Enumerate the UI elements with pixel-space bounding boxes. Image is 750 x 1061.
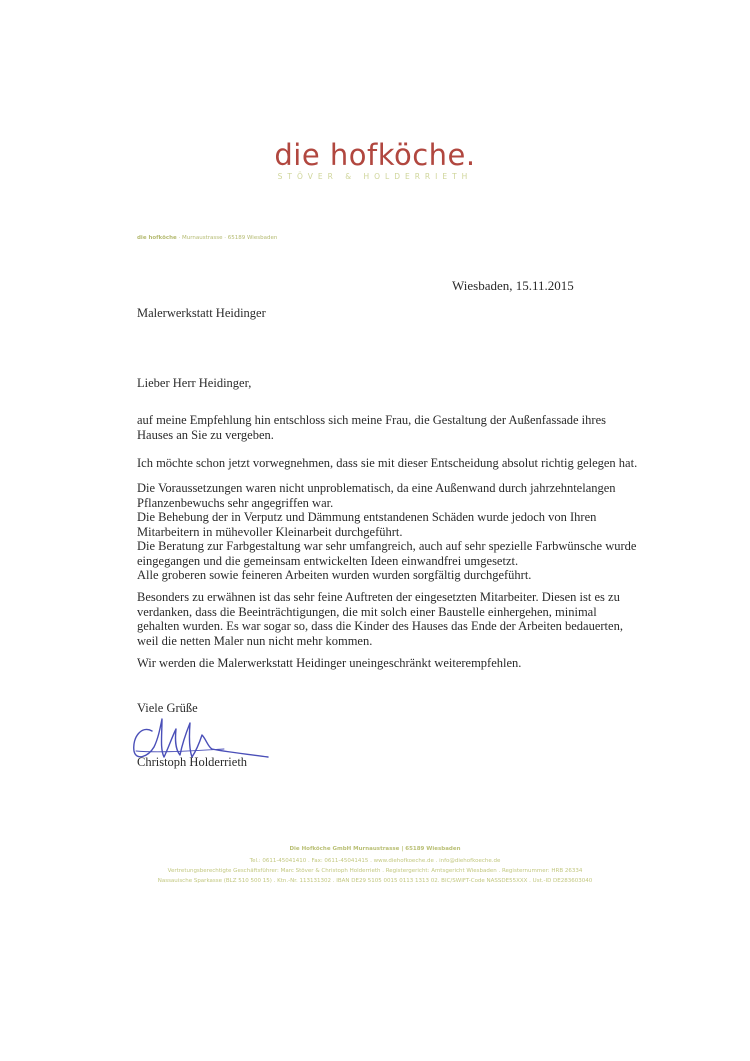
text-line: Wir werden die Malerwerkstatt Heidinger uneingeschränkt weiterempfehlen. bbox=[137, 656, 522, 670]
text-line: verdanken, dass die Beeinträchtigungen, die mit solch einer Baustelle einhergehen, minimal bbox=[137, 604, 597, 619]
body-paragraph-1 bbox=[137, 413, 637, 442]
recipient: Malerwerkstatt Heidinger bbox=[137, 306, 266, 320]
footer-contact-line: Tel.: 0611-45041410 . Fax: 0611-45041415 . www.diehofkoeche.de . info@diehofkoeche.de bbox=[249, 858, 501, 864]
body-paragraph-5 bbox=[137, 656, 637, 671]
text-line: Mitarbeitern in mühevoller Kleinarbeit durchgeführt. bbox=[137, 524, 403, 539]
text-line: Pflanzenbewuchs sehr angegriffen war. bbox=[137, 495, 334, 510]
footer-registry-line: Vertretungsberechtigte Geschäftsführer: Marc Stöver & Christoph Holderrieth . Registergericht: Amtsgericht Wiesbaden . Registernummer: HRB 26334 bbox=[167, 868, 583, 874]
sender-address: · Murnaustrasse · 65189 Wiesbaden bbox=[178, 235, 278, 241]
salutation: Lieber Herr Heidinger, bbox=[137, 376, 252, 390]
body-paragraph-2 bbox=[137, 456, 637, 471]
text-line: Die Beratung zur Farbgestaltung war sehr umfangreich, auch auf sehr spezielle Farbwünsche wurde bbox=[137, 539, 637, 553]
text-line: Hauses an Sie zu vergeben. bbox=[137, 427, 274, 442]
text-line: Besonders zu erwähnen ist das sehr feine Auftreten der eingesetzten Mitarbeiter. Diesen ist es zu bbox=[137, 590, 620, 604]
text-line: weil die netten Maler nun nicht mehr kommen. bbox=[137, 633, 373, 648]
body-paragraph-3 bbox=[137, 481, 637, 583]
text-line: eingegangen und die gemeinsam entwickelten Ideen einwandfrei umgesetzt. bbox=[137, 553, 519, 568]
place-date: Wiesbaden, 15.11.2015 bbox=[452, 278, 574, 293]
company-logo-name: die hofköche. bbox=[274, 138, 476, 172]
text-line: Ich möchte schon jetzt vorwegnehmen, dass sie mit dieser Entscheidung absolut richtig gelegen hat. bbox=[137, 456, 638, 470]
closing: Viele Grüße bbox=[137, 701, 198, 715]
body-paragraph-4 bbox=[137, 590, 637, 648]
footer-company-line: Die Hofköche GmbH Murnaustrasse | 65189 Wiesbaden bbox=[289, 846, 461, 852]
sender-name: die hofköche bbox=[137, 235, 177, 241]
text-line: Die Behebung der in Verputz und Dämmung entstandenen Schäden wurde jedoch von Ihren bbox=[137, 510, 597, 524]
text-line: Alle groberen sowie feineren Arbeiten wurden wurden sorgfältig durchgeführt. bbox=[137, 568, 532, 582]
company-logo-subtitle: STÖVER & HOLDERRIETH bbox=[277, 172, 473, 181]
text-line: gehalten wurden. Es war sogar so, dass die Kinder des Hauses das Ende der Arbeiten bedauerten, bbox=[137, 619, 623, 633]
sender-address-line bbox=[137, 235, 277, 241]
text-line: Die Voraussetzungen waren nicht unproblematisch, da eine Außenwand durch jahrzehntelangen bbox=[137, 481, 616, 495]
text-line: auf meine Empfehlung hin entschloss sich meine Frau, die Gestaltung der Außenfassade ihres bbox=[137, 413, 606, 427]
signer-name: Christoph Holderrieth bbox=[137, 755, 248, 769]
footer-bank-line: Nassauische Sparkasse (BLZ 510 500 15) . Ktn.-Nr. 113131302 . IBAN DE29 5105 0015 0113 1313 02. BIC/SWIFT-Code NASSDE55XXX . Ust.-ID DE283603040 bbox=[157, 878, 593, 884]
